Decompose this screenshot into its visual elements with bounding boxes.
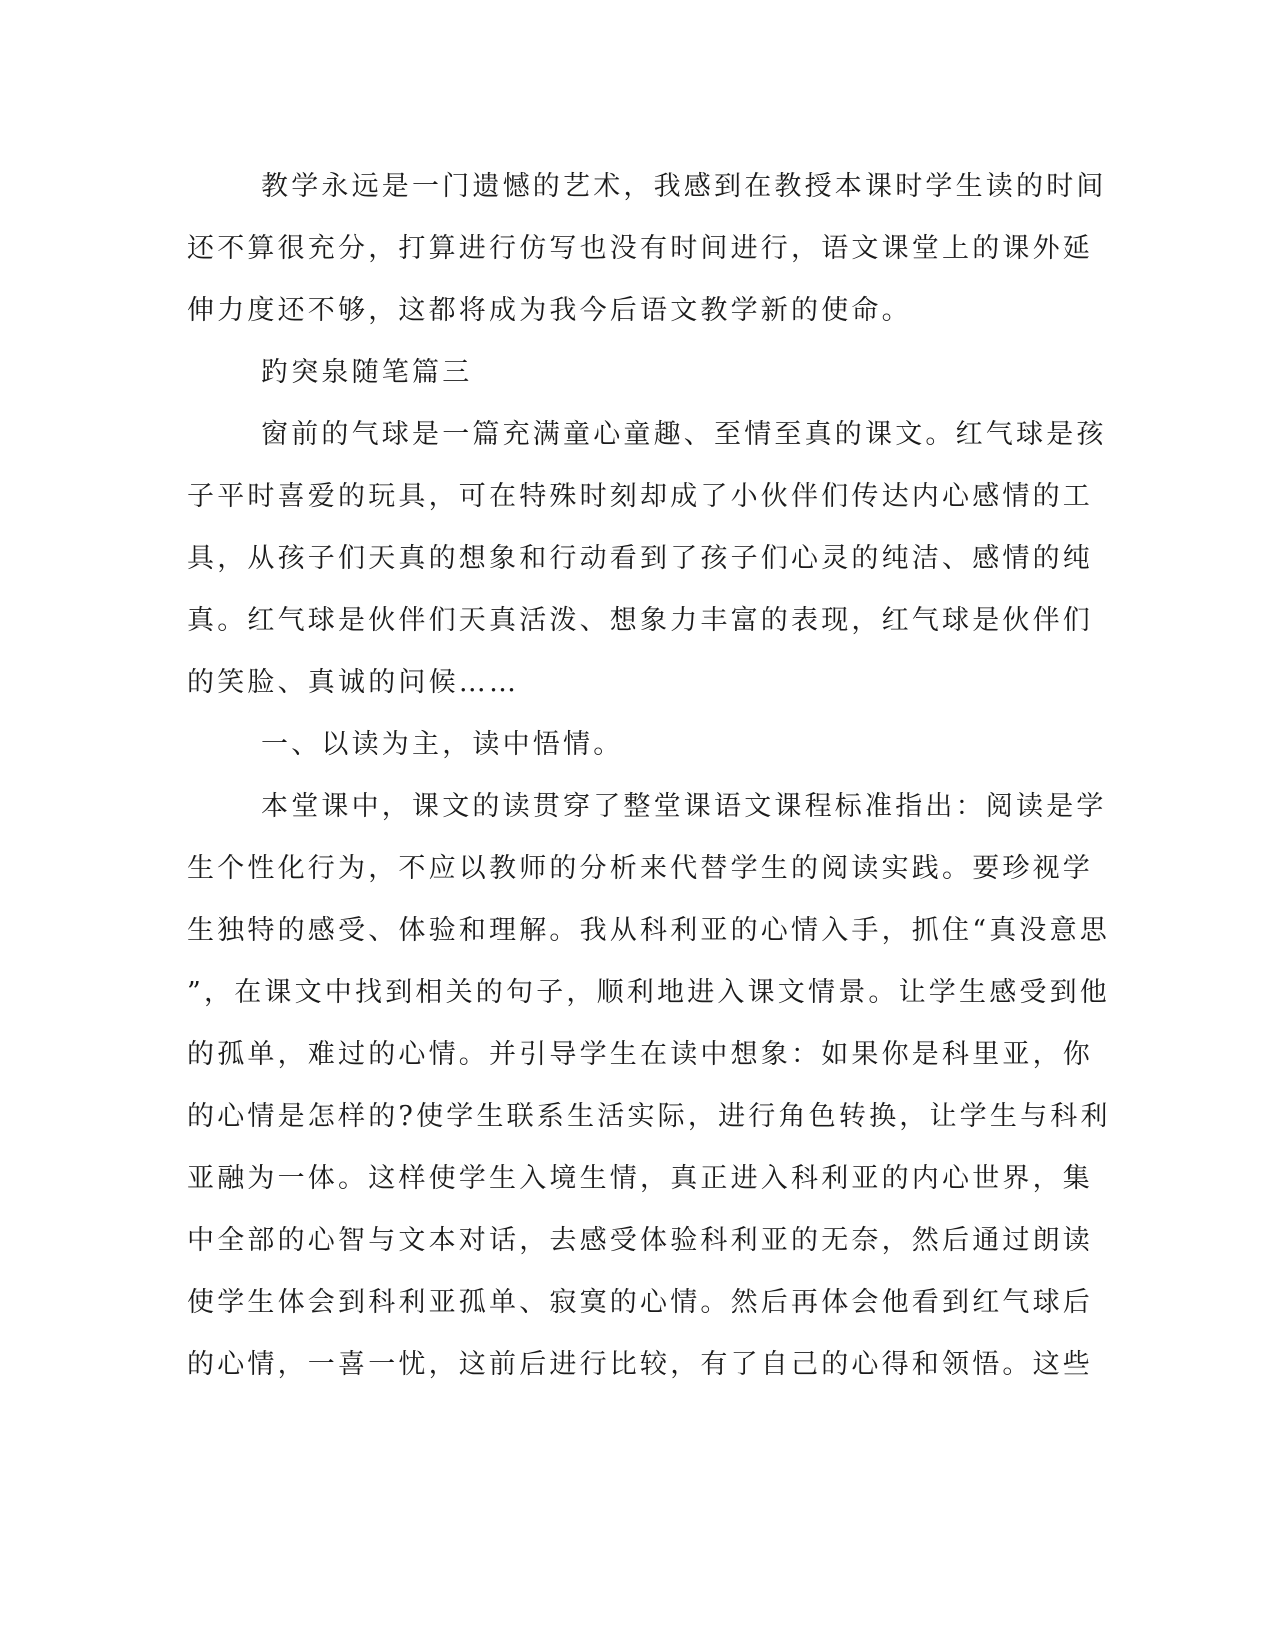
paragraph-line: 具，从孩子们天真的想象和行动看到了孩子们心灵的纯洁、感情的纯 xyxy=(187,543,1093,574)
paragraph-line: ”，在课文中找到相关的句子，顺利地进入课文情景。让学生感受到他 xyxy=(187,977,1111,1008)
document-body xyxy=(187,156,1111,1396)
paragraph-line: 使学生体会到科利亚孤单、寂寞的心情。然后再体会他看到红气球后 xyxy=(187,1287,1093,1318)
paragraph-line: 教学永远是一门遗憾的艺术，我感到在教授本课时学生读的时间 xyxy=(261,171,1107,202)
paragraph-line: 窗前的气球是一篇充满童心童趣、至情至真的课文。红气球是孩 xyxy=(261,419,1107,450)
paragraph-line: 的孤单，难过的心情。并引导学生在读中想象：如果你是科里亚，你 xyxy=(187,1039,1093,1070)
paragraph-line: 生独特的感受、体验和理解。我从科利亚的心情入手，抓住“真没意思 xyxy=(187,915,1111,946)
paragraph-line: 的心情是怎样的?使学生联系生活实际，进行角色转换，让学生与科利 xyxy=(187,1101,1111,1132)
section-heading: 趵突泉随笔篇三 xyxy=(261,357,473,388)
paragraph-line: 真。红气球是伙伴们天真活泼、想象力丰富的表现，红气球是伙伴们 xyxy=(187,605,1093,636)
paragraph-line: 亚融为一体。这样使学生入境生情，真正进入科利亚的内心世界，集 xyxy=(187,1163,1093,1194)
paragraph-line: 的笑脸、真诚的问候…… xyxy=(187,667,520,698)
paragraph-line: 子平时喜爱的玩具，可在特殊时刻却成了小伙伴们传达内心感情的工 xyxy=(187,481,1093,512)
subsection-heading: 一、以读为主，读中悟情。 xyxy=(261,729,624,760)
paragraph-line: 生个性化行为，不应以教师的分析来代替学生的阅读实践。要珍视学 xyxy=(187,853,1093,884)
paragraph-line: 还不算很充分，打算进行仿写也没有时间进行，语文课堂上的课外延 xyxy=(187,233,1093,264)
paragraph-line: 伸力度还不够，这都将成为我今后语文教学新的使命。 xyxy=(187,295,912,326)
paragraph-line: 本堂课中，课文的读贯穿了整堂课语文课程标准指出：阅读是学 xyxy=(261,791,1107,822)
paragraph-line: 的心情，一喜一忧，这前后进行比较，有了自己的心得和领悟。这些 xyxy=(187,1349,1093,1380)
paragraph-line: 中全部的心智与文本对话，去感受体验科利亚的无奈，然后通过朗读 xyxy=(187,1225,1093,1256)
